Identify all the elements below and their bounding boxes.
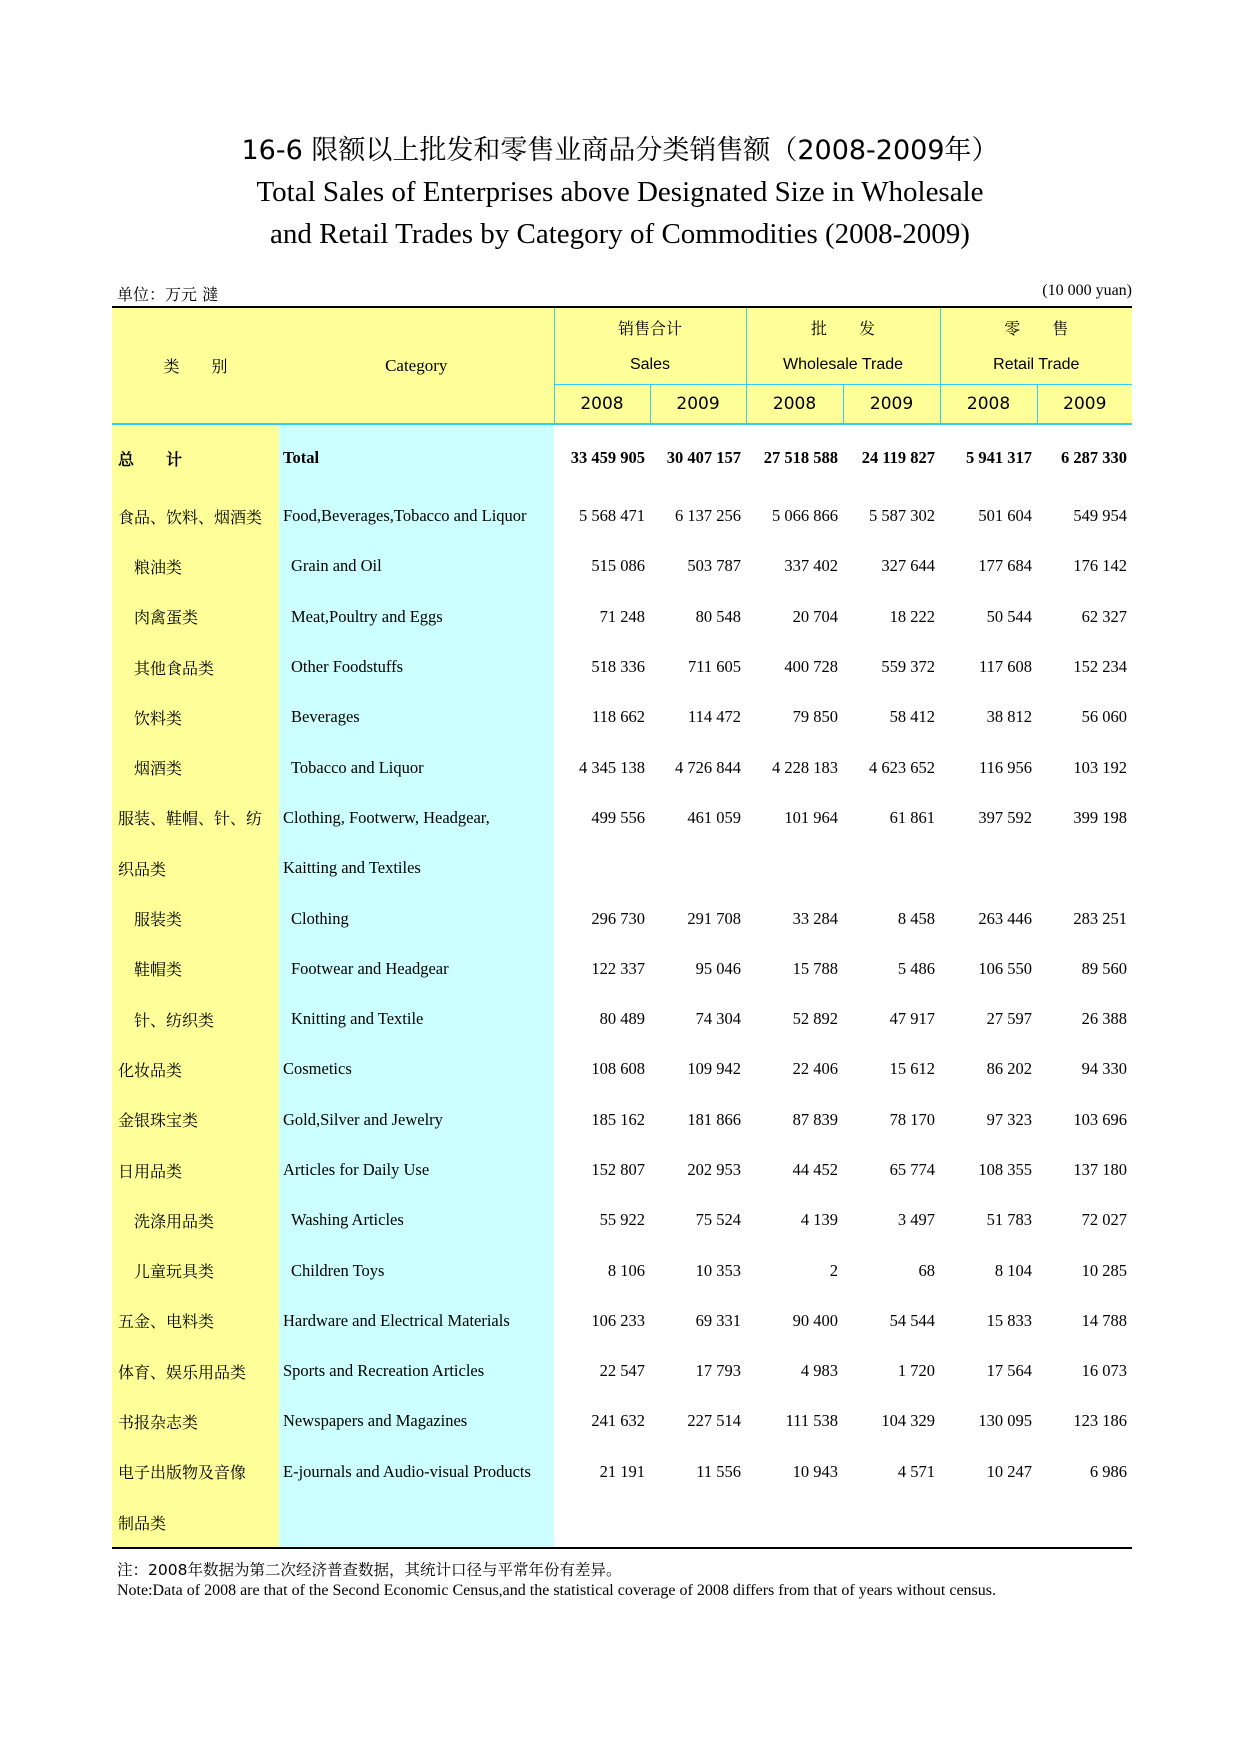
- value-cell: 4 983: [800, 1361, 839, 1381]
- table-row: [112, 1497, 1132, 1548]
- value-cell: 263 446: [978, 908, 1033, 928]
- value-cell: 4 726 844: [675, 757, 742, 777]
- header-year: 2009: [650, 385, 746, 425]
- value-cell: 291 708: [687, 908, 742, 928]
- category-en-cell: Meat,Poultry and Eggs: [279, 592, 554, 642]
- category-en-cell: Children Toys: [279, 1245, 554, 1295]
- value-cell: 109 942: [687, 1059, 742, 1079]
- category-cn-cell: 体育、娱乐用品类: [112, 1346, 279, 1396]
- category-cn-cell: 金银珠宝类: [112, 1095, 279, 1145]
- header-year: 2008: [940, 385, 1037, 425]
- value-cell: 176 142: [1073, 556, 1128, 576]
- value-cell: 461 059: [687, 807, 742, 827]
- value-cell: 4 139: [800, 1210, 839, 1230]
- value-cell: 61 861: [889, 807, 936, 827]
- value-cell: 47 917: [889, 1009, 936, 1029]
- value-cell: 87 839: [792, 1109, 839, 1129]
- value-cell: 101 964: [784, 807, 839, 827]
- value-cell: 5 486: [897, 958, 936, 978]
- header-category-en: Category: [279, 307, 554, 424]
- unit-label-en: (10 000 yuan): [1042, 282, 1132, 299]
- value-cell: 4 623 652: [869, 757, 936, 777]
- value-cell: 241 632: [591, 1411, 645, 1431]
- value-cell: 117 608: [979, 657, 1033, 677]
- value-cell: 8 104: [994, 1260, 1033, 1280]
- value-cell: 80 548: [695, 606, 742, 626]
- value-cell: 15 788: [792, 958, 839, 978]
- table-row: [112, 944, 1132, 994]
- value-cell: 103 696: [1073, 1109, 1128, 1129]
- value-cell: 89 560: [1081, 958, 1128, 978]
- value-cell: 4 345 138: [579, 757, 645, 777]
- value-cell: 296 730: [591, 908, 645, 928]
- category-en-cell: Footwear and Headgear: [279, 944, 554, 994]
- value-cell: 50 544: [986, 606, 1033, 626]
- category-cn-cell: 食品、饮料、烟酒类: [112, 491, 279, 541]
- table-title-en-line1: Total Sales of Enterprises above Designated Size in Wholesale: [256, 176, 984, 208]
- value-cell: 27 597: [986, 1009, 1033, 1029]
- value-cell: 503 787: [687, 556, 742, 576]
- value-cell: 56 060: [1081, 707, 1128, 727]
- category-en-cell: Total: [279, 424, 554, 491]
- header-year: 2009: [843, 385, 940, 425]
- category-en-cell: Kaitting and Textiles: [279, 843, 554, 893]
- value-cell: 72 027: [1081, 1210, 1128, 1230]
- category-cn-cell: 制品类: [112, 1497, 279, 1548]
- category-en-cell: Clothing, Footwerw, Headgear,: [279, 793, 554, 843]
- category-en-cell: Gold,Silver and Jewelry: [279, 1095, 554, 1145]
- header-retail-cn: 零 售: [940, 307, 1132, 346]
- table-row: [112, 793, 1132, 843]
- category-en-cell: Newspapers and Magazines: [279, 1396, 554, 1446]
- category-cn-cell: 烟酒类: [112, 742, 279, 792]
- value-cell: 33 459 905: [570, 448, 645, 467]
- value-cell: 5 587 302: [869, 506, 936, 526]
- value-cell: 79 850: [792, 707, 839, 727]
- value-cell: 62 327: [1081, 606, 1128, 626]
- category-en-cell: Clothing: [279, 893, 554, 943]
- value-cell: [554, 843, 650, 893]
- category-cn-cell: 粮油类: [112, 541, 279, 591]
- header-year: 2008: [554, 385, 650, 425]
- value-cell: 14 788: [1081, 1310, 1128, 1330]
- header-year: 2009: [1037, 385, 1132, 425]
- category-cn-cell: 洗涤用品类: [112, 1195, 279, 1245]
- table-row: [112, 1447, 1132, 1497]
- value-cell: 30 407 157: [666, 448, 742, 467]
- header-year: 2008: [746, 385, 843, 425]
- category-cn-cell: 五金、电料类: [112, 1296, 279, 1346]
- value-cell: 501 604: [978, 506, 1033, 526]
- category-en-cell: E-journals and Audio-visual Products: [279, 1447, 554, 1497]
- category-cn-cell: 肉禽蛋类: [112, 592, 279, 642]
- value-cell: [1037, 843, 1132, 893]
- value-cell: 106 233: [591, 1310, 645, 1330]
- value-cell: 22 547: [599, 1361, 645, 1381]
- value-cell: 6 287 330: [1061, 448, 1128, 467]
- value-cell: 114 472: [688, 707, 742, 727]
- header-category-cn: 类 别: [112, 307, 279, 424]
- header-retail-en: Retail Trade: [940, 346, 1132, 385]
- value-cell: 78 170: [889, 1109, 936, 1129]
- value-cell: [843, 1497, 940, 1548]
- value-cell: 26 388: [1081, 1009, 1128, 1029]
- category-en-cell: Food,Beverages,Tobacco and Liquor: [279, 491, 554, 541]
- footnote-en: Note:Data of 2008 are that of the Second Economic Census,and the statistical coverage of 2008 differs from that of years without census.: [117, 1582, 997, 1599]
- category-cn-cell: 鞋帽类: [112, 944, 279, 994]
- value-cell: 4 571: [897, 1461, 936, 1481]
- value-cell: 20 704: [792, 606, 839, 626]
- value-cell: 327 644: [881, 556, 936, 576]
- value-cell: 400 728: [784, 657, 839, 677]
- unit-label-cn: 单位：万元 澾: [117, 285, 219, 304]
- value-cell: 4 228 183: [772, 757, 839, 777]
- value-cell: [650, 843, 746, 893]
- value-cell: 397 592: [978, 807, 1033, 827]
- table-row: [112, 491, 1132, 541]
- category-cn-cell: 织品类: [112, 843, 279, 893]
- value-cell: 283 251: [1073, 908, 1128, 928]
- value-cell: 86 202: [986, 1059, 1033, 1079]
- value-cell: 337 402: [784, 556, 839, 576]
- table-row: [112, 592, 1132, 642]
- value-cell: 68: [918, 1260, 936, 1280]
- category-cn-cell: 日用品类: [112, 1145, 279, 1195]
- value-cell: 15 833: [986, 1310, 1033, 1330]
- table-row: [112, 994, 1132, 1044]
- category-en-cell: Cosmetics: [279, 1044, 554, 1094]
- table-row: [112, 893, 1132, 943]
- value-cell: 27 518 588: [763, 448, 839, 467]
- value-cell: 10 353: [695, 1260, 742, 1280]
- value-cell: 44 452: [792, 1160, 839, 1179]
- value-cell: 10 285: [1081, 1260, 1128, 1280]
- value-cell: 10 247: [986, 1461, 1033, 1481]
- value-cell: [940, 843, 1037, 893]
- category-en-cell: Hardware and Electrical Materials: [279, 1296, 554, 1346]
- table-row-total: [112, 424, 1132, 491]
- category-en-cell: Sports and Recreation Articles: [279, 1346, 554, 1396]
- category-en-cell: Beverages: [279, 692, 554, 742]
- value-cell: 16 073: [1081, 1361, 1128, 1381]
- value-cell: 94 330: [1081, 1059, 1128, 1079]
- header-wholesale-en: Wholesale Trade: [746, 346, 940, 385]
- value-cell: 8 458: [897, 908, 936, 928]
- category-en-cell: Knitting and Textile: [279, 994, 554, 1044]
- value-cell: 90 400: [792, 1310, 839, 1330]
- category-cn-cell: 饮料类: [112, 692, 279, 742]
- category-en-cell: Articles for Daily Use: [279, 1145, 554, 1195]
- value-cell: 5 066 866: [772, 506, 839, 526]
- table-row: [112, 1396, 1132, 1446]
- value-cell: 5 568 471: [579, 506, 645, 526]
- table-row: [112, 742, 1132, 792]
- value-cell: 2: [829, 1260, 839, 1280]
- table-row: [112, 843, 1132, 893]
- value-cell: 24 119 827: [861, 448, 936, 467]
- value-cell: [650, 1497, 746, 1548]
- footnote-cn: 注：2008年数据为第二次经济普查数据，其统计口径与平常年份有差异。: [117, 1561, 622, 1579]
- value-cell: [746, 843, 843, 893]
- value-cell: 38 812: [986, 707, 1033, 727]
- value-cell: 1 720: [897, 1361, 936, 1381]
- category-cn-cell: 针、纺织类: [112, 994, 279, 1044]
- value-cell: 11 556: [696, 1461, 742, 1481]
- table-row: [112, 1245, 1132, 1295]
- value-cell: 71 248: [599, 606, 645, 626]
- value-cell: 108 608: [591, 1059, 645, 1079]
- value-cell: 152 234: [1073, 657, 1128, 677]
- value-cell: 177 684: [978, 556, 1033, 576]
- value-cell: 116 956: [979, 757, 1033, 777]
- table-title-cn: 16-6 限额以上批发和零售业商品分类销售额（2008-2009年）: [241, 135, 999, 166]
- table-row: [112, 1145, 1132, 1195]
- value-cell: 152 807: [591, 1160, 645, 1179]
- category-cn-cell: 总 计: [112, 424, 279, 491]
- table-row: [112, 1044, 1132, 1094]
- category-cn-cell: 电子出版物及音像: [112, 1447, 279, 1497]
- category-cn-cell: 化妆品类: [112, 1044, 279, 1094]
- category-en-cell: [279, 1497, 554, 1548]
- category-cn-cell: 服装、鞋帽、针、纺: [112, 793, 279, 843]
- value-cell: 137 180: [1073, 1160, 1128, 1179]
- value-cell: 3 497: [897, 1210, 936, 1230]
- value-cell: 559 372: [881, 657, 936, 677]
- value-cell: 515 086: [591, 556, 645, 576]
- value-cell: 104 329: [881, 1411, 936, 1431]
- value-cell: 15 612: [889, 1059, 936, 1079]
- value-cell: 518 336: [591, 657, 645, 677]
- value-cell: 181 866: [687, 1109, 742, 1129]
- value-cell: 108 355: [978, 1160, 1033, 1179]
- value-cell: 130 095: [978, 1411, 1033, 1431]
- value-cell: 18 222: [889, 606, 936, 626]
- table-row: [112, 692, 1132, 742]
- value-cell: [1037, 1497, 1132, 1548]
- value-cell: 111 538: [785, 1411, 839, 1431]
- header-sales-cn: 销售合计: [554, 307, 746, 346]
- value-cell: 399 198: [1073, 807, 1128, 827]
- value-cell: 6 137 256: [675, 506, 742, 526]
- table-row: [112, 642, 1132, 692]
- table-row: [112, 1296, 1132, 1346]
- value-cell: 52 892: [792, 1009, 839, 1029]
- value-cell: 97 323: [986, 1109, 1033, 1129]
- value-cell: 21 191: [599, 1461, 645, 1481]
- value-cell: 80 489: [599, 1009, 645, 1029]
- value-cell: 5 941 317: [966, 448, 1033, 467]
- value-cell: [746, 1497, 843, 1548]
- value-cell: 69 331: [695, 1310, 742, 1330]
- value-cell: 33 284: [792, 908, 839, 928]
- category-cn-cell: 儿童玩具类: [112, 1245, 279, 1295]
- table-row: [112, 1095, 1132, 1145]
- table-row: [112, 1346, 1132, 1396]
- value-cell: 118 662: [591, 707, 645, 727]
- value-cell: 51 783: [986, 1210, 1033, 1230]
- value-cell: 8 106: [607, 1260, 645, 1280]
- value-cell: 103 192: [1073, 757, 1128, 777]
- table-title-en-line2: and Retail Trades by Category of Commodities (2008-2009): [270, 218, 970, 250]
- category-en-cell: Tobacco and Liquor: [279, 742, 554, 792]
- category-cn-cell: 书报杂志类: [112, 1396, 279, 1446]
- value-cell: [843, 843, 940, 893]
- category-en-cell: Washing Articles: [279, 1195, 554, 1245]
- table-row: [112, 1195, 1132, 1245]
- value-cell: 58 412: [889, 707, 936, 727]
- value-cell: 74 304: [695, 1009, 742, 1029]
- value-cell: 6 986: [1089, 1461, 1128, 1481]
- value-cell: 75 524: [695, 1210, 742, 1230]
- value-cell: 10 943: [792, 1461, 839, 1481]
- value-cell: 185 162: [591, 1109, 645, 1129]
- header-sales-en: Sales: [554, 346, 746, 385]
- value-cell: 122 337: [591, 958, 645, 978]
- value-cell: [940, 1497, 1037, 1548]
- table-body: [112, 424, 1132, 1548]
- value-cell: 499 556: [591, 807, 645, 827]
- value-cell: [554, 1497, 650, 1548]
- category-cn-cell: 其他食品类: [112, 642, 279, 692]
- table-row: [112, 541, 1132, 591]
- value-cell: 22 406: [792, 1059, 839, 1079]
- value-cell: 202 953: [687, 1160, 742, 1179]
- value-cell: 549 954: [1073, 506, 1128, 526]
- table-header: [112, 307, 1132, 424]
- value-cell: 95 046: [695, 958, 742, 978]
- value-cell: 54 544: [889, 1310, 936, 1330]
- value-cell: 17 564: [986, 1361, 1033, 1381]
- value-cell: 711 605: [688, 657, 742, 677]
- sales-table: [112, 306, 1132, 1549]
- category-cn-cell: 服装类: [112, 893, 279, 943]
- value-cell: 106 550: [978, 958, 1033, 978]
- category-en-cell: Grain and Oil: [279, 541, 554, 591]
- value-cell: 17 793: [695, 1361, 742, 1381]
- value-cell: 123 186: [1073, 1411, 1128, 1431]
- value-cell: 227 514: [687, 1411, 742, 1431]
- category-en-cell: Other Foodstuffs: [279, 642, 554, 692]
- value-cell: 65 774: [889, 1160, 936, 1179]
- value-cell: 55 922: [599, 1210, 645, 1230]
- header-wholesale-cn: 批 发: [746, 307, 940, 346]
